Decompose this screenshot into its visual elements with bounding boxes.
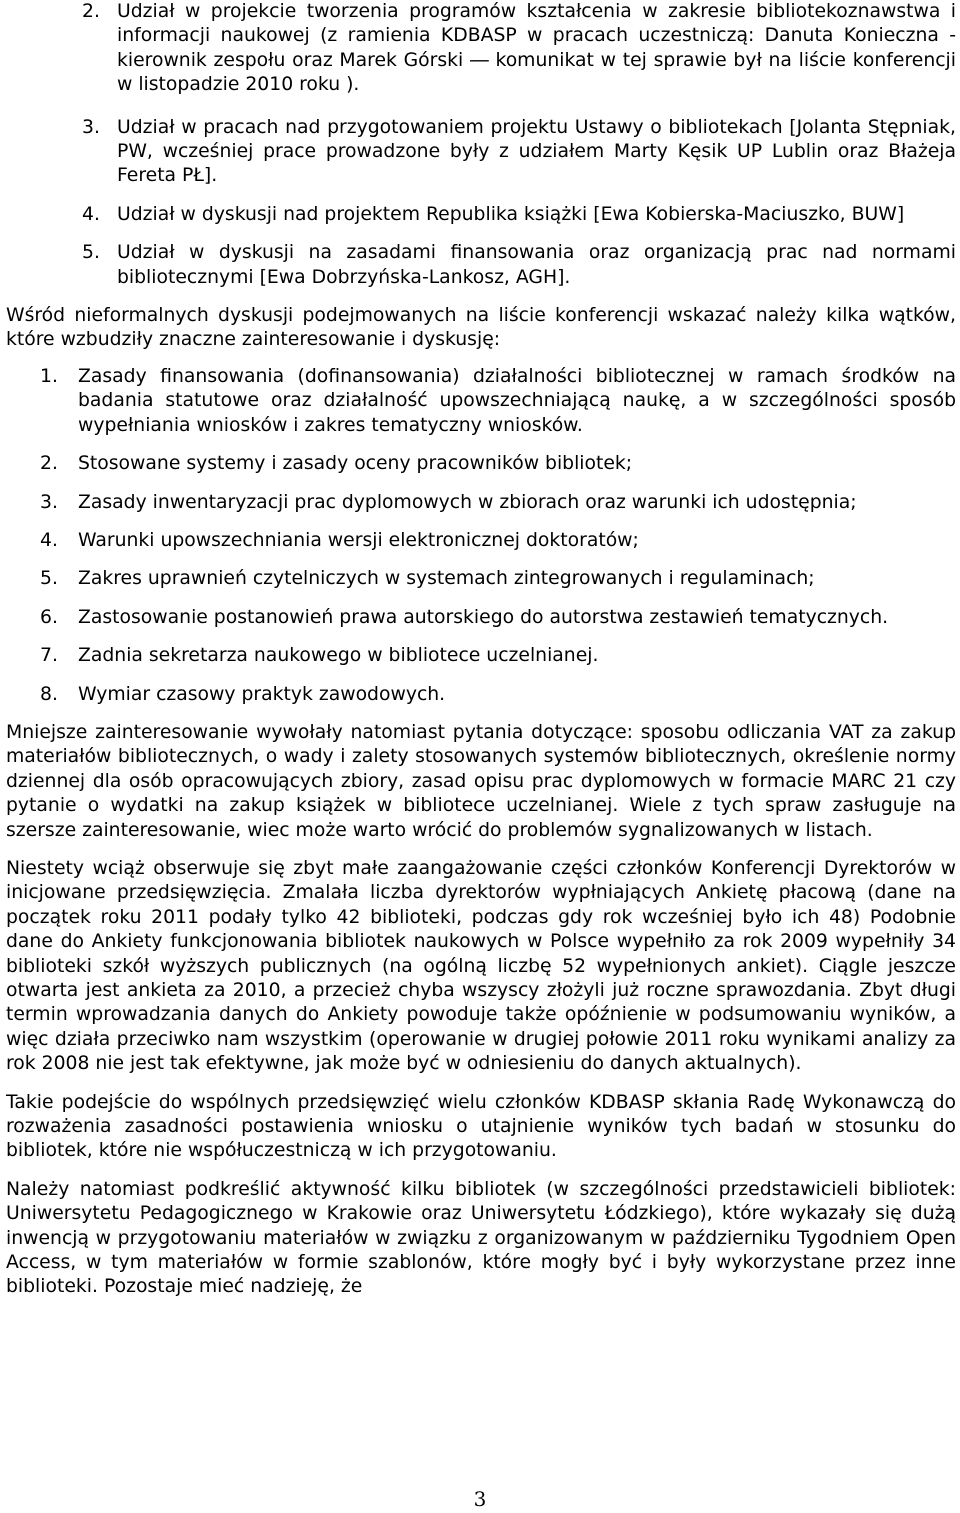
intro-paragraph: Wśród nieformalnych dyskusji podejmowanych na liście konferencji wskazać należy kilka wątków, które wzbudziły znaczne zainteresowanie i dyskusję: [6,305,956,351]
list-item [6,567,956,591]
activities-list [6,0,956,290]
list-item [6,365,956,438]
list-item [6,606,956,630]
list-item [6,644,956,668]
list-item [6,0,956,98]
list-item-text: Udział w dyskusji na zasadami finansowania oraz organizacją prac nad normami bibliotecznymi [Ewa Dobrzyńska-Lankosz, AGH]. [117,242,956,288]
list-item-text: Zasady finansowania (dofinansowania) działalności bibliotecznej w ramach środków na badania statutowe oraz działalność upowszechniającą naukę, a w szczególności sposób wypełniania wniosków i zakres tematyczny wniosków. [78,365,956,436]
list-item-number: 8. [40,683,58,705]
list-item [6,203,956,227]
page-number: 3 [473,1487,487,1511]
list-item-text: Stosowane systemy i zasady oceny pracowników bibliotek; [78,453,633,475]
list-item [6,529,956,553]
list-item-number: 2. [40,453,58,475]
list-item-text: Wymiar czasowy praktyk zawodowych. [78,683,446,705]
list-item-number: 2. [82,1,100,22]
list-item [6,452,956,476]
list-item-text: Zadnia sekretarza naukowego w bibliotece uczelnianej. [78,645,599,667]
list-item-text: Udział w pracach nad przygotowaniem projektu Ustawy o bibliotekach [Jolanta Stępniak, PW, wcześniej prace prowadzone były z udziałem Marty Kęsik UP Lublin oraz Błażeja Fereta PŁ]. [117,116,956,187]
body-paragraph: Należy natomiast podkreślić aktywność kilku bibliotek (w szczególności przedstawicieli bibliotek: Uniwersytetu Pedagogicznego w Krakowie oraz Uniwersytetu Łódzkiego), które wykazały się dużą inwencją w przygotowaniu materiałów w związku z organizowanym w październiku Tygodniem Open Access, w tym materiałów w formie szablonów, które mogły być i były wykorzystane przez inne biblioteki. Pozostaje mieć nadzieję, że [6,1178,956,1298]
body-paragraph: Niestety wciąż obserwuje się zbyt małe zaangażowanie części członków Konferencji Dyrektorów w inicjowane przedsięwzięcia. Zmalała liczba dyrektorów wypłniających Ankietę płacową (dane na początek roku 2011 podały tylko 42 biblioteki, podczas gdy rok wcześniej było ich 48) Podobnie dane do Ankiety funkcjonowania bibliotek naukowych w Polsce wypełniło za rok 2009 wypełniły 34 biblioteki szkół wyższych publicznych (na ogólną liczbę 52 wypełnionych ankiet). Ciągle jeszcze otwarta jest ankieta za 2010, a przecież chyba wszyscy złożyli już roczne sprawozdania. Zbyt długi termin wprowadzania danych do Ankiety powoduje także opóźnienie w podsumowaniu wyników, a więc działa przeciwko nam wszystkim (operowanie w drugiej połowie 2011 roku wynikami analizy za rok 2008 nie jest tak efektywne, jak może być w odniesieniu do danych aktualnych). [6,857,956,1075]
list-item-text: Zakres uprawnień czytelniczych w systemach zintegrowanych i regulaminach; [78,568,815,590]
list-item-number: 3. [82,116,100,138]
list-item-text: Zasady inwentaryzacji prac dyplomowych w zbiorach oraz warunki ich udostępnia; [78,491,857,513]
list-item-text: Udział w dyskusji nad projektem Republika książki [Ewa Kobierska-Maciuszko, BUW] [117,203,905,225]
list-item-number: 4. [82,203,100,225]
list-item-number: 1. [40,365,58,387]
list-item-number: 6. [40,606,58,628]
list-item-number: 5. [82,242,100,264]
topics-list [6,365,956,707]
list-item [6,116,956,189]
body-paragraph: Mniejsze zainteresowanie wywołały natomiast pytania dotyczące: sposobu odliczania VAT za zakup materiałów bibliotecznych, o wady i zalety stosowanych systemów bibliotecznych, określenie normy dziennej dla osób opracowujących zbiory, zasad opisu prac dyplomowych w formacie MARC 21 czy pytanie o wydatki na zakup książek w bibliotece uczelnianej. Wiele z tych spraw zasługuje na szersze zainteresowanie, wiec może warto wrócić do problemów sygnalizowanych w listach. [6,721,956,841]
body-paragraph: Takie podejście do wspólnych przedsięwzięć wielu członków KDBASP skłania Radę Wykonawczą do rozważenia zasadności postawienia wniosku o utajnienie wyników tych badań w stosunku do bibliotek, które nie współuczestniczą w ich przygotowaniu. [6,1091,956,1162]
list-item-number: 5. [40,568,58,590]
list-item-number: 7. [40,645,58,667]
list-item-text: Zastosowanie postanowień prawa autorskiego do autorstwa zestawień tematycznych. [78,606,889,628]
list-item [6,683,956,707]
list-item [6,241,956,290]
list-item-number: 3. [40,491,58,513]
list-item [6,491,956,515]
document-page [6,0,956,1300]
list-item-number: 4. [40,529,58,551]
list-item-text: Udział w projekcie tworzenia programów kształcenia w zakresie bibliotekoznawstwa i informacji naukowej (z ramienia KDBASP w pracach uczestniczą: Danuta Konieczna - kierownik zespołu oraz Marek Górski ― komunikat w tej sprawie był na liście konferencji w listopadzie 2010 roku ). [117,1,956,96]
list-item-text: Warunki upowszechniania wersji elektronicznej doktoratów; [78,529,639,551]
